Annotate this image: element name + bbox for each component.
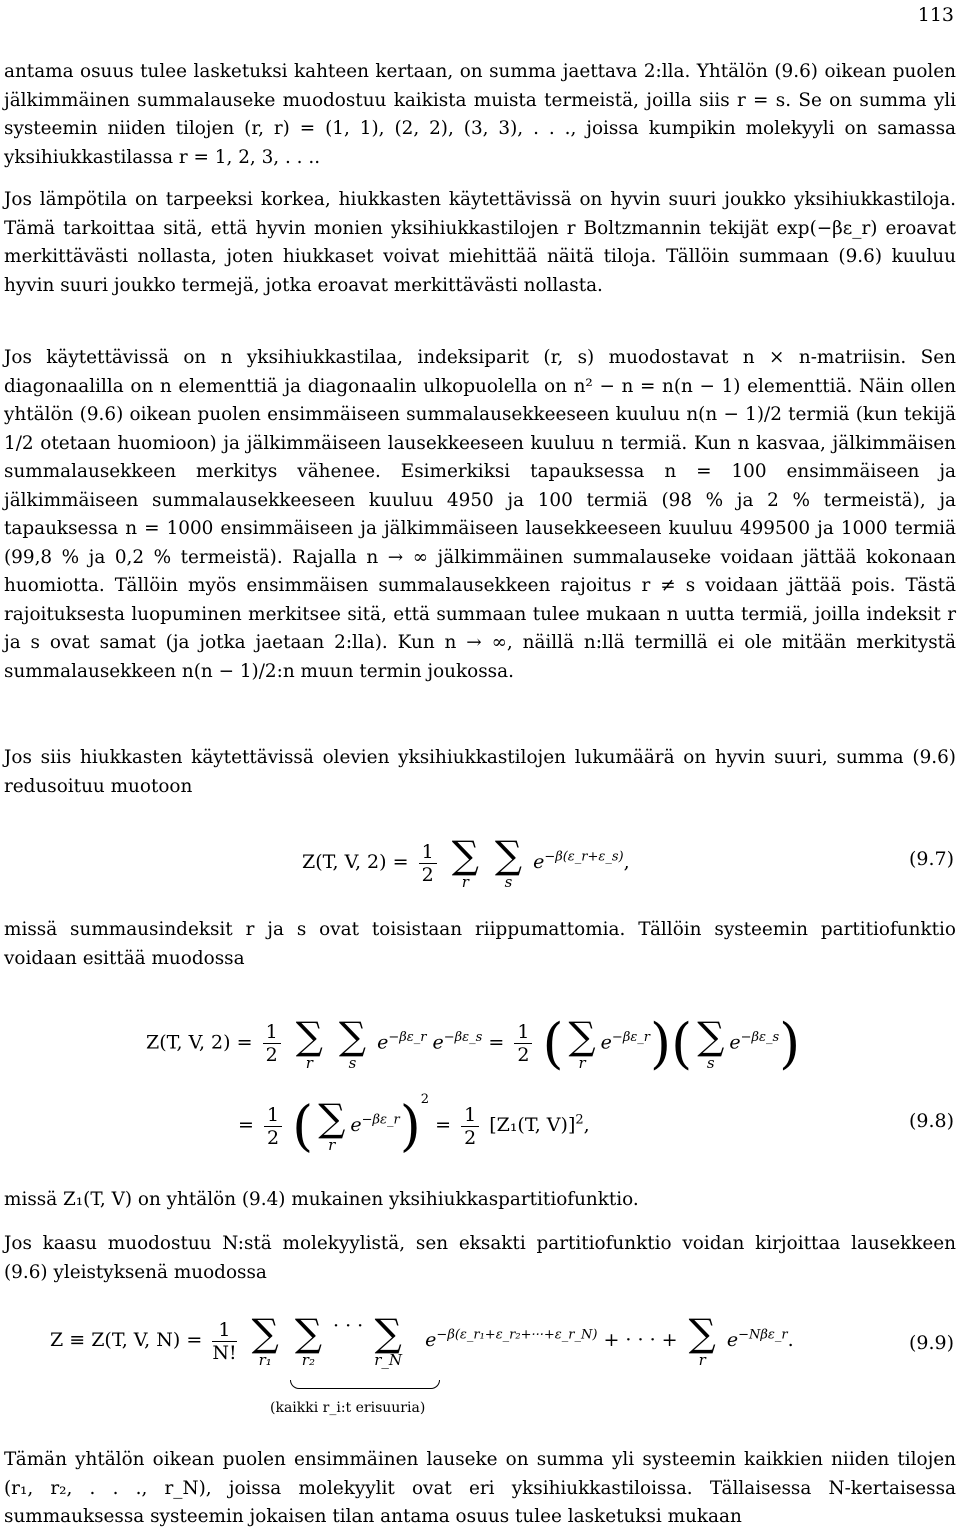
eq99-fraction [212,1319,236,1364]
eq97-sum-s: ∑ s [494,833,523,891]
paragraph-8: Tämän yhtälön oikean puolen ensimmäinen lauseke on summa yli systeemin kaikkien niiden tilojen (r₁, r₂, . . ., r_N), joissa molekyylit ovat eri yksihiukkastiloissa. Tällaisessa N-kertaisessa summauksessa systeemin jokaisen tilan antama osuus tulee lasketuksi mukaan [4,1449,956,1527]
eq98b-fraction [264,1104,282,1149]
eq98b-fraction-2 [461,1104,479,1149]
eq98b-term: e [350,1114,362,1136]
eq98b-exp: −βε_r [361,1112,400,1128]
paragraph-5: missä summausindeksit r ja s ovat toisistaan riippumattomia. Tällöin systeemin partitiofunktio voidaan esittää muodossa [4,919,956,969]
eq98a-fraction-2 [514,1021,532,1066]
eq97-sum-r: ∑ r [451,833,479,891]
eq98-number: (9.8) [908,1110,954,1132]
eq97-exp-base: e [533,851,545,873]
eq98a-equals: = [488,1031,505,1054]
eq98a-sum-r: ∑ r [295,1013,323,1072]
eq98b-num: 1 [264,1104,282,1127]
eq97-num: 1 [419,841,437,864]
paragraph-4: Jos siis hiukkasten käytettävissä olevien yksihiukkastilojen lukumäärä on hyvin suuri, summa (9.6) redusoituu muotoon [4,747,956,797]
eq98a-num2: 1 [514,1021,532,1044]
eq98b-power: 2 [420,1092,430,1107]
eq99-lhs: Z ≡ Z(T, V, N) = [50,1329,203,1351]
eq98a-exp1: −βε_r [388,1030,427,1046]
eq99-num: 1 [212,1319,236,1342]
eq97-sum-r-index: r [461,873,469,891]
eq99-number: (9.9) [908,1332,954,1354]
eq99-sum-r2: ∑ r₂ [294,1311,322,1369]
eq98b-sum-r: ∑ r [318,1096,346,1154]
eq97-den: 2 [421,863,434,886]
equation-9-7 [0,818,960,898]
eq99-sum-r1: ∑ r₁ [251,1311,279,1369]
eq98a-fraction [263,1021,281,1066]
eq98b-tail: , [583,1114,590,1136]
eq99-sum-rN: ∑ r_N [374,1311,403,1369]
eq98a-sum-s: ∑ s [338,1013,367,1072]
eq97-sum-s-index: s [504,873,513,891]
eq98a-sum-s-index: s [348,1053,357,1072]
eq98a-sum-r-2: ∑ r [568,1013,596,1072]
eq98a-exp2: −βε_s [443,1030,483,1046]
eq98b-num2: 1 [461,1104,479,1127]
eq99-tail: . [787,1329,794,1351]
eq99-exp: −β(ε_r₁+ε_r₂+···+ε_r_N) [436,1327,598,1343]
eq99-brace-label: (kaikki r_i:t erisuuria) [270,1400,426,1416]
eq98b-equals-2: = [435,1114,452,1136]
eq98a-term1: e [377,1031,389,1054]
eq97-tail: , [623,851,630,873]
equation-9-8-line-2: = $\frac{1}{2}$ ( ∑ r $e^{-\beta\varepsilon\_r})^2$ = $\frac{1}{2}$ [Z₁(T, V)]$^2$, (9.8) [238,1092,954,1158]
equation-9-9 [0,1304,960,1424]
eq98a-sum3-index: r [578,1053,586,1072]
eq98a-sum-s-2: ∑ s [697,1013,725,1072]
eq98a-num: 1 [263,1021,281,1044]
eq99-sum3-index: r_N [374,1351,403,1369]
eq98a-sum-r-index: r [305,1053,313,1072]
paragraph-6: missä Z₁(T, V) on yhtälön (9.4) mukainen yksihiukkaspartitiofunktio. [4,1189,639,1210]
paragraph-3: Jos käytettävissä on n yksihiukkastilaa, indeksiparit (r, s) muodostavat n × n-matriisin. Sen diagonaalilla on n elementtiä ja diagonaalin ulkopuolella on n² − n = n(n − 1) elementtiä. Näin ollen yhtälön (9.6) oikean puolen ensimmäiseen summalausekkeeseen kuuluu n(n − 1)/2 termiä (kun tekijä 1/2 otetaan huomioon) ja jälkimmäiseen lausekkeeseen kuuluu n termiä. Kun n kasvaa, jälkimmäisen summalausekkeen merkitys vähenee. Esimerkiksi tapauksessa n = 100 ensimmäiseen ja jälkimmäiseen summalausekkeeseen kuuluu 4950 ja 100 termiä (98 % ja 2 % termeistä), ja tapauksessa n = 1000 ensimmäiseen ja jälkimmäiseen lausekkeeseen kuuluu 499500 ja 1000 termiä (99,8 % ja 0,2 % termeistä). Rajalla n → ∞ jälkimmäinen summalauseke voidaan jättää kokonaan huomiotta. Tällöin myös ensimmäisen summalausekkeen rajoitus r ≠ s voidaan jättää pois. Tästä rajoituksesta luopuminen merkitsee sitä, että summaan tulee mukaan n uutta termiä, joilla indeksit r ja s ovat samat (ja jotka jaetaan 2:lla). Kun n → ∞, näillä n:llä termillä ei ole mitään merkitystä summalausekkeen n(n − 1)/2:n muun termin joukossa. [4,347,956,682]
eq99-sum2-index: r₂ [301,1351,315,1369]
eq98a-term2: e [432,1031,444,1054]
paragraph-2: Jos lämpötila on tarpeeksi korkea, hiukkasten käytettävissä on hyvin suuri joukko yksihiukkastiloja. Tämä tarkoittaa sitä, että hyvin monien yksihiukkastilojen r Boltzmannin tekijät exp(−βε_r) eroavat merkittävästi nollasta, joten hiukkaset voivat miehittää näitä tiloja. Tällöin summaan (9.6) kuuluu hyvin suuri joukko termejä, jotka eroavat merkittävästi nollasta. [4,189,956,296]
eq97-exponent: −β(ε_r+ε_s) [544,849,624,865]
eq98b-den2: 2 [464,1126,477,1149]
page-number: 113 [917,4,954,26]
eq99-den: N! [212,1341,237,1364]
eq99-sum4-index: r [698,1351,706,1369]
eq98a-term3: e [600,1031,612,1054]
eq98b-den: 2 [266,1126,280,1149]
eq99-underbrace [290,1380,440,1389]
eq98a-exp3: −βε_r [611,1030,651,1046]
eq97-number: (9.7) [908,848,954,870]
eq99-term: e [425,1329,437,1351]
eq99-term2: e [726,1329,739,1351]
paragraph-7: Jos kaasu muodostuu N:stä molekyylistä, sen eksakti partitiofunktio voidan kirjoittaa lausekkeen (9.6) yleistyksenä muodossa [4,1233,956,1283]
eq97-lhs: Z(T, V, 2) = [302,851,409,873]
eq98a-lhs: Z(T, V, 2) = [146,1031,253,1054]
eq98a-exp4: −βε_s [740,1030,780,1046]
eq98b-sum-index: r [328,1136,336,1154]
paragraph-1: antama osuus tulee lasketuksi kahteen kertaan, on summa jaettava 2:lla. Yhtälön (9.6) oikean puolen jälkimmäinen summalauseke muodostuu kaikista muista termeistä, joilla siis r = s. Se on summa yli systeemin niiden tilojen (r, r) = (1, 1), (2, 2), (3, 3), . . ., joissa kumpikin molekyyli on samassa yksihiukkastilassa r = 1, 2, 3, . . .. [4,61,956,168]
eq98a-sum4-index: s [706,1053,715,1072]
eq98a-den: 2 [265,1044,278,1066]
eq99-exp2: −Nβε_r [738,1327,788,1343]
eq97-fraction [419,841,437,886]
eq98b-rhs-power: 2 [575,1112,584,1128]
eq98b-rhs: [Z₁(T, V)] [489,1114,576,1136]
eq98a-den2: 2 [517,1044,530,1066]
eq99-sum-r: ∑ r [688,1311,716,1369]
eq98a-term4: e [729,1031,741,1054]
eq99-sum1-index: r₁ [258,1351,272,1369]
eq99-dots: · · · [333,1315,364,1337]
eq99-plus: + · · · + [603,1329,678,1351]
equation-9-8-line-1: Z(T, V, 2) = $\frac{1}{2}$ ∑ r ∑ s $e^{-\beta\varepsilon\_r}$ $e^{-\beta\varepsilon\_s}$ = $\frac{1}{2}$ ( ∑ r $e^{-\beta\varepsilon\_r}$)( ∑ s $e^{-\beta\varepsilon\_s}$) [146,1012,801,1075]
eq98b-equals: = [238,1114,254,1136]
